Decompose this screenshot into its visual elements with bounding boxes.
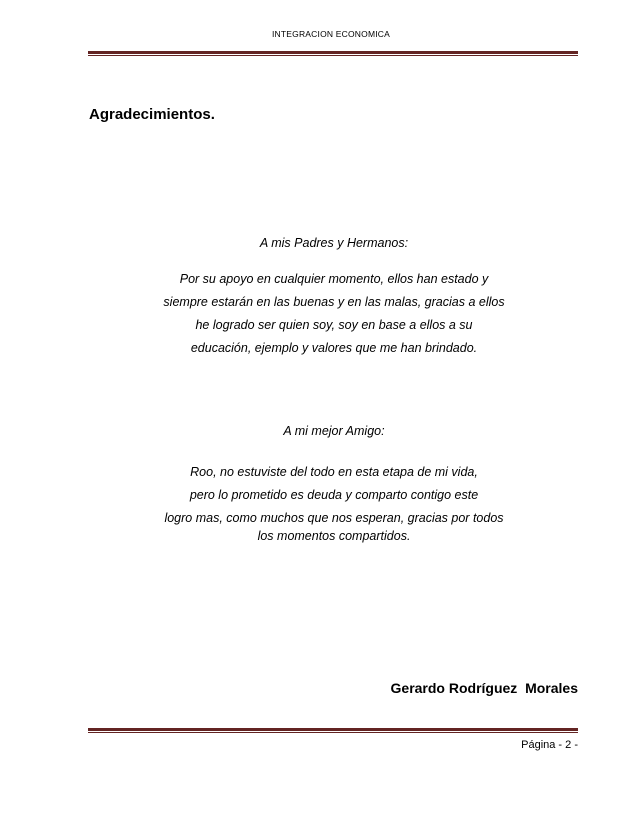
footer-rule-thin [88, 732, 578, 733]
page-heading: Agradecimientos. [89, 106, 215, 123]
dedication-friend-line: los momentos compartidos. [257, 529, 411, 543]
dedication-friend-title: A mi mejor Amigo: [283, 424, 385, 438]
dedication-friend-line: pero lo prometido es deuda y comparto contigo este [189, 488, 479, 502]
dedication-parents-line: Por su apoyo en cualquier momento, ellos han estado y [179, 272, 489, 286]
header-title: INTEGRACION ECONOMICA [271, 29, 390, 39]
dedication-parents-title: A mis Padres y Hermanos: [259, 236, 409, 250]
header-rule-thin [88, 55, 578, 56]
header-rule-thick [88, 51, 578, 54]
dedication-friend-line: Roo, no estuviste del todo en esta etapa de mi vida, [190, 465, 478, 479]
dedication-parents-line: educación, ejemplo y valores que me han brindado. [190, 341, 478, 355]
author-signature: Gerardo Rodríguez Morales [390, 680, 578, 696]
dedication-parents-line: he logrado ser quien soy, soy en base a ellos a su [195, 318, 473, 332]
footer-rule-thick [88, 728, 578, 731]
dedication-parents-line: siempre estarán en las buenas y en las malas, gracias a ellos [163, 295, 505, 309]
page-number: Página - 2 - [521, 739, 578, 751]
dedication-friend-line: logro mas, como muchos que nos esperan, gracias por todos [164, 511, 504, 525]
